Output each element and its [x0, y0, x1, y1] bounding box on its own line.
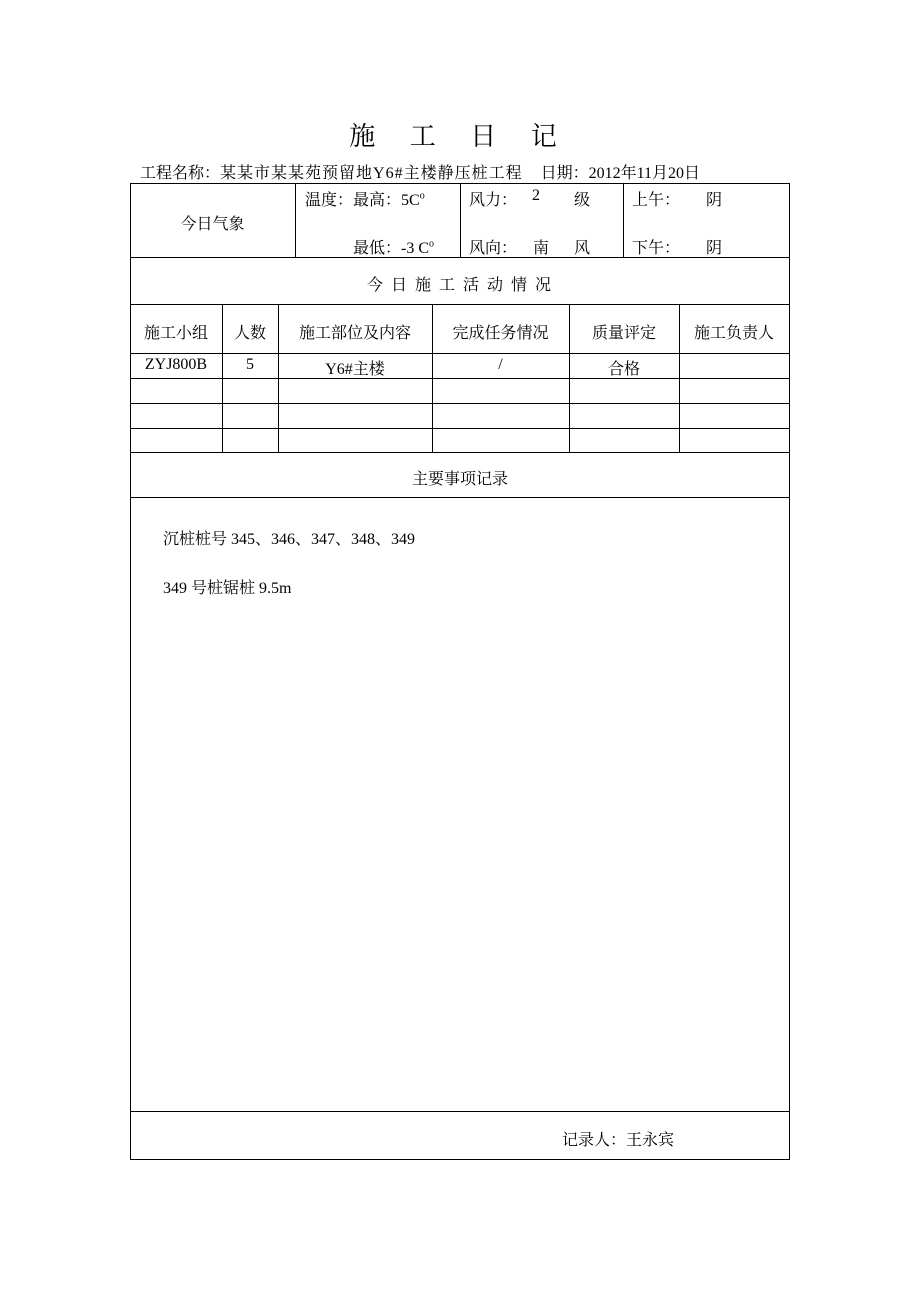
project-label: 工程名称：	[140, 165, 221, 182]
wind-force-value: 2	[532, 187, 540, 204]
grid-line	[130, 452, 790, 453]
wind-dir-label: 风向：	[469, 240, 518, 257]
grid-line	[130, 497, 790, 498]
date-label: 日期：	[540, 165, 589, 182]
column-header: 完成任务情况	[452, 325, 549, 342]
grid-line	[130, 403, 790, 404]
grid-line	[130, 304, 790, 305]
column-header: 施工部位及内容	[298, 325, 411, 342]
grid-line	[295, 183, 296, 257]
table-cell: Y6#主楼	[325, 361, 385, 378]
date-value: 2012年11月20日	[588, 165, 701, 182]
grid-line	[130, 257, 790, 258]
grid-line	[130, 353, 790, 354]
note-line: 沉桩桩号 345、346、347、348、349	[163, 531, 416, 548]
am-label: 上午：	[632, 192, 681, 209]
notes-section-title: 主要事项记录	[411, 471, 508, 488]
column-header: 施工小组	[143, 325, 208, 342]
table-cell: /	[498, 356, 503, 373]
wind-dir-unit: 风	[574, 240, 591, 257]
activity-section-title: 今 日 施 工 活 动 情 况	[366, 277, 553, 294]
recorder-label: 记录人：	[562, 1132, 627, 1149]
column-header: 质量评定	[591, 325, 656, 342]
page-title: 施 工 日 记	[349, 122, 571, 151]
project-header	[140, 160, 700, 183]
table-cell: 5	[246, 356, 254, 373]
recorder	[562, 1127, 674, 1150]
grid-line	[130, 428, 790, 429]
grid-line	[130, 378, 790, 379]
grid-line	[130, 1111, 790, 1112]
recorder-name: 王永宾	[626, 1132, 675, 1149]
wind-force-label: 风力：	[469, 192, 518, 209]
grid-line	[460, 183, 461, 257]
temp-low: 最低：-3 $C^o$	[353, 238, 435, 257]
project-name: 某某市某某苑预留地Y6#主楼静压桩工程	[220, 165, 523, 182]
column-header: 人数	[233, 325, 266, 342]
grid-line	[623, 183, 624, 257]
temp-high: 温度：最高：$5C^o$	[305, 190, 425, 209]
am-value: 阴	[706, 192, 723, 209]
pm-value: 阴	[706, 240, 723, 257]
note-line: 349 号桩锯桩 9.5m	[163, 580, 292, 597]
pm-label: 下午：	[632, 240, 681, 257]
column-header: 施工负责人	[693, 325, 774, 342]
wind-dir-value: 南	[533, 240, 550, 257]
weather-label: 今日气象	[180, 216, 245, 233]
wind-force-unit: 级	[574, 192, 591, 209]
table-cell: 合格	[607, 361, 640, 378]
table-cell: ZYJ800B	[144, 356, 208, 373]
